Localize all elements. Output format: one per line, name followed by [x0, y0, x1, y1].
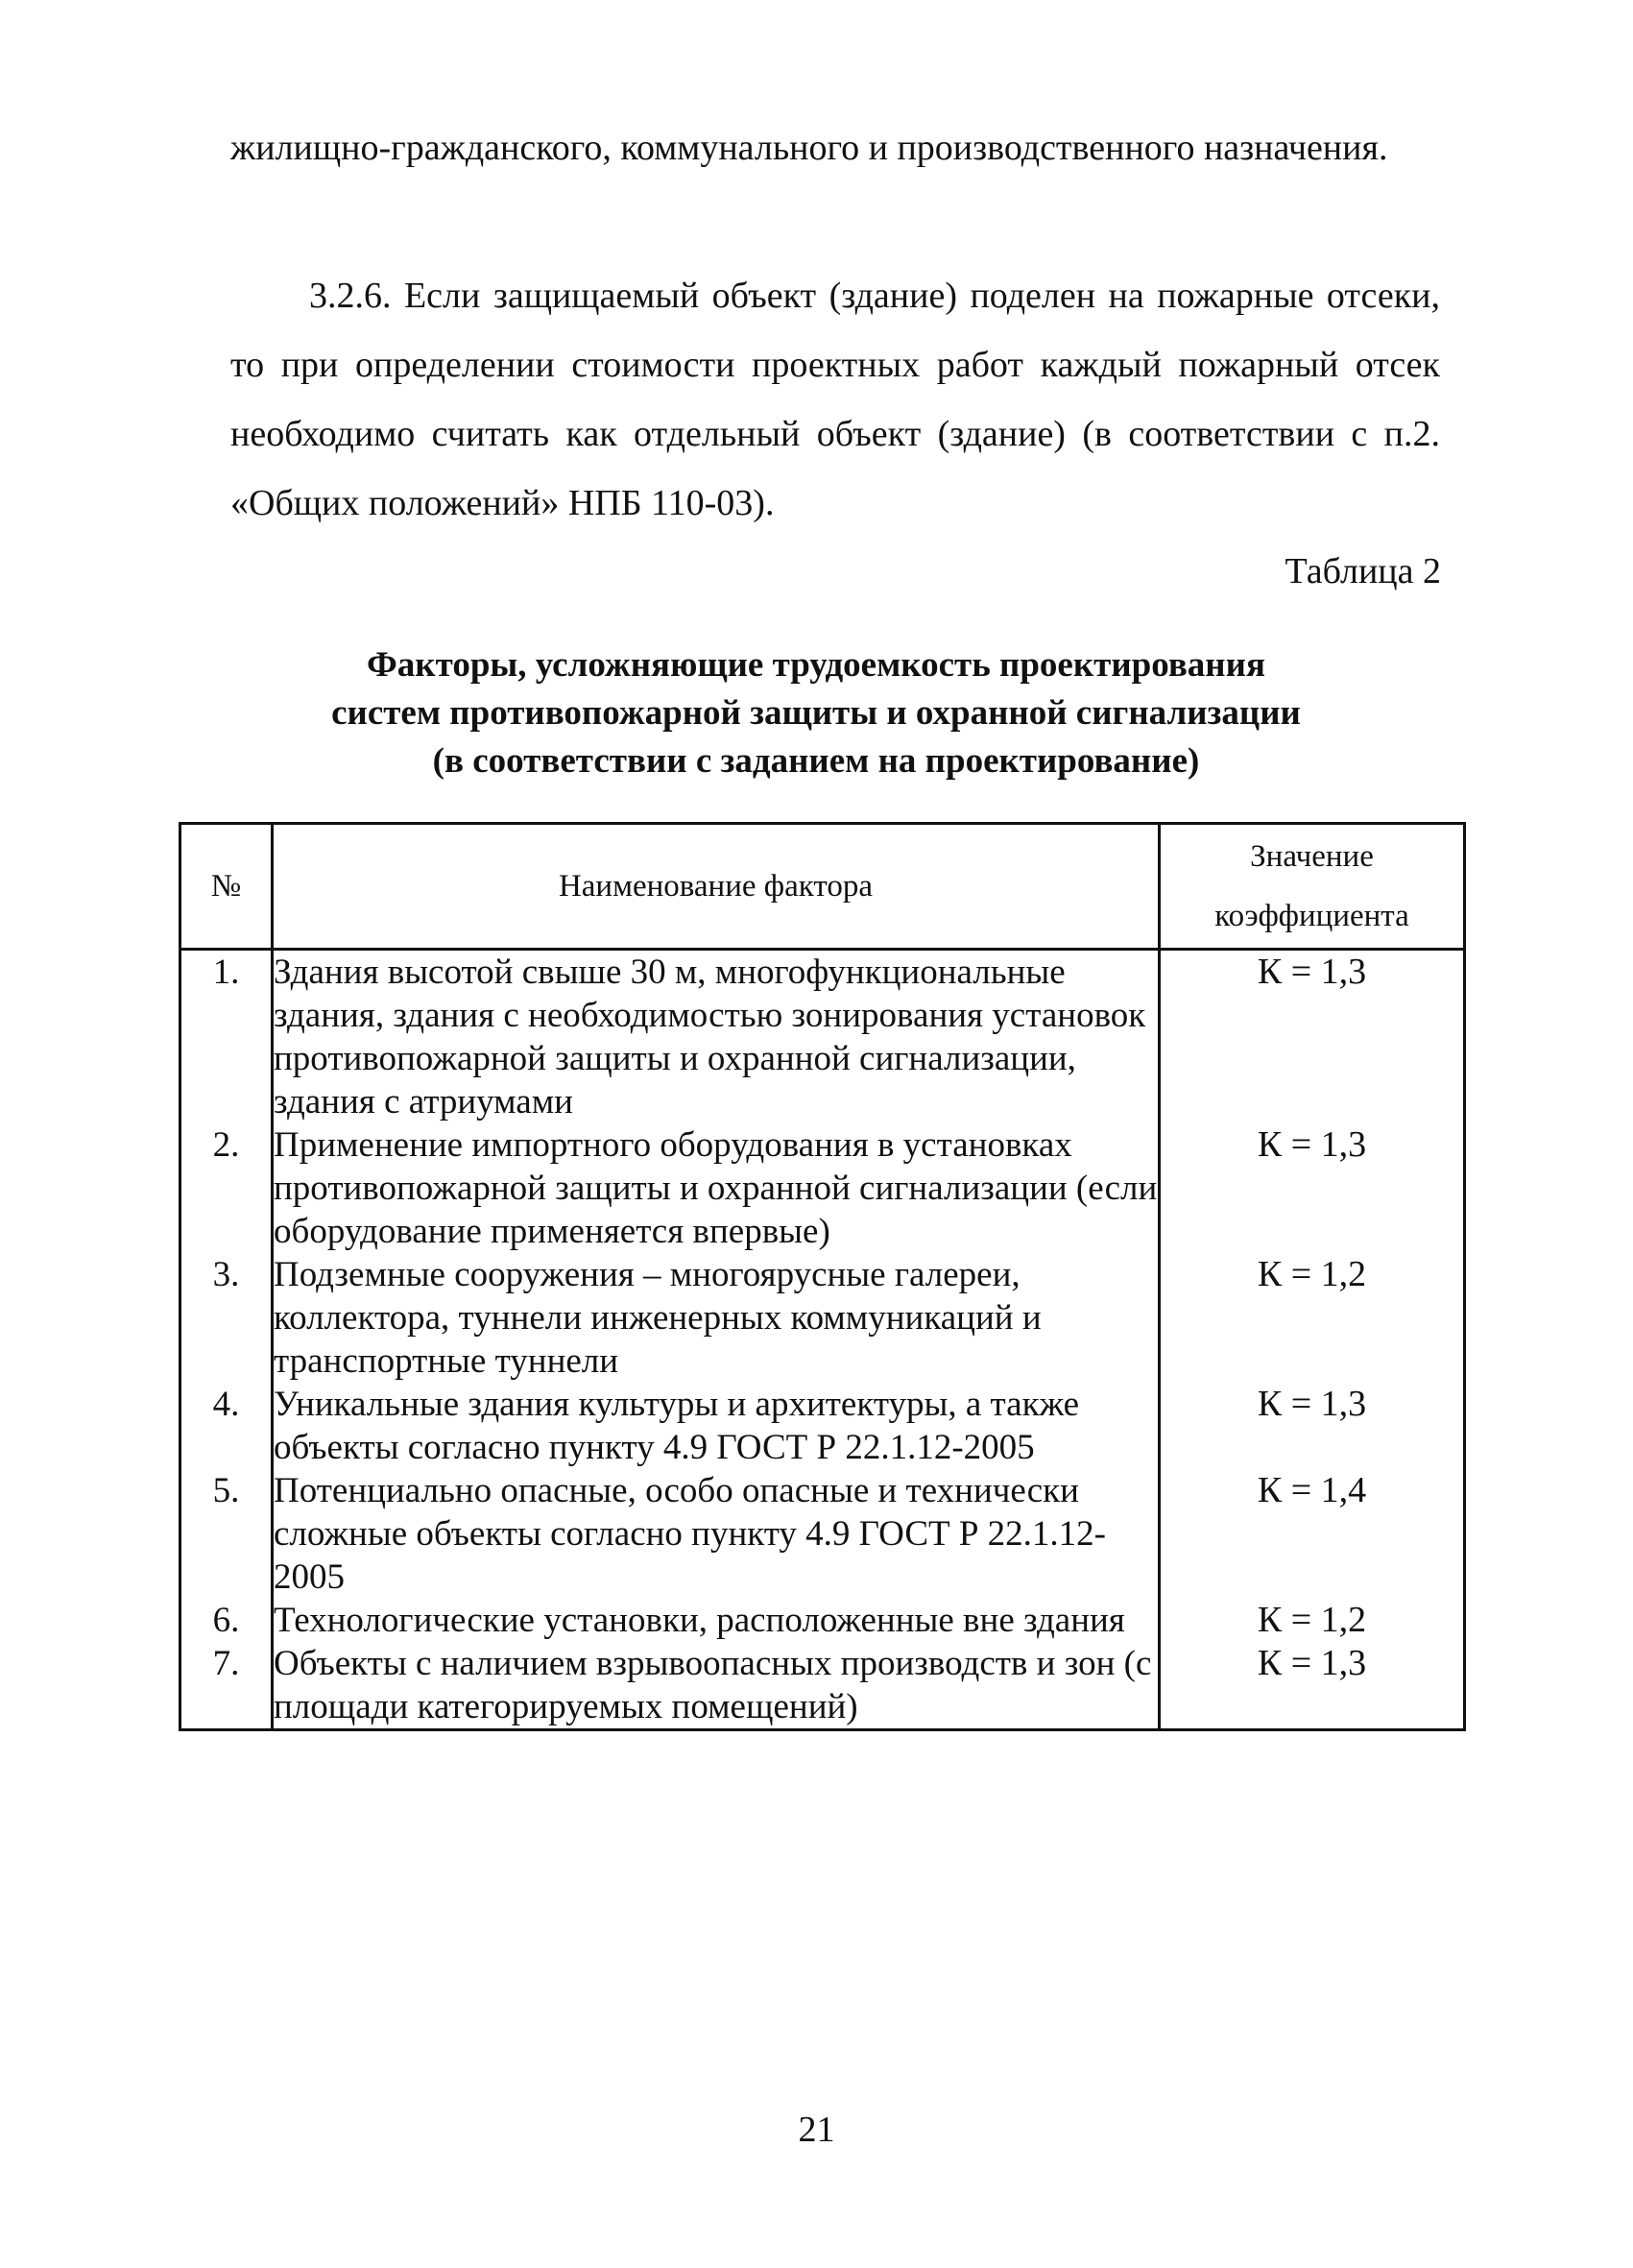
row-coefficient: К = 1,3: [1160, 1642, 1465, 1730]
row-number: 7.: [180, 1642, 273, 1730]
table-row: [180, 1383, 1465, 1469]
table-row: [180, 1469, 1465, 1599]
header-number: №: [180, 824, 273, 950]
row-number: 4.: [180, 1383, 273, 1469]
row-factor-name: Подземные сооружения – многоярусные галереи, коллектора, туннели инженерных коммуникаций и транспортные туннели: [273, 1253, 1160, 1383]
intro-paragraph: жилищно-гражданского, коммунального и производственного назначения.: [230, 128, 1388, 168]
table-row: [180, 1642, 1465, 1730]
row-factor-name: Здания высотой свыше 30 м, многофункциональные здания, здания с необходимостью зонирования установок противопожарной защиты и охранной сигнализации, здания с атриумами: [273, 950, 1160, 1124]
table-row: [180, 1123, 1465, 1253]
row-number: 3.: [180, 1253, 273, 1383]
row-factor-name: Объекты с наличием взрывоопасных производств и зон (с площади категорируемых помещений): [273, 1642, 1160, 1730]
table-title-line: (в соответствии с заданием на проектирование): [432, 741, 1200, 781]
row-number: 5.: [180, 1469, 273, 1599]
row-factor-name: Применение импортного оборудования в установках противопожарной защиты и охранной сигнализации (если оборудование применяется впервые): [273, 1123, 1160, 1253]
table-title-line: Факторы, усложняющие трудоемкость проектирования: [367, 645, 1265, 685]
row-number: 2.: [180, 1123, 273, 1253]
row-coefficient: К = 1,2: [1160, 1599, 1465, 1642]
table-row: [180, 1253, 1465, 1383]
row-coefficient: К = 1,3: [1160, 1383, 1465, 1469]
table-row: [180, 950, 1465, 1124]
page-number: 21: [798, 2110, 835, 2150]
header-value-line: Значение: [1250, 839, 1374, 874]
row-coefficient: К = 1,3: [1160, 950, 1465, 1124]
row-coefficient: К = 1,3: [1160, 1123, 1465, 1253]
row-factor-name: Уникальные здания культуры и архитектуры, а также объекты согласно пункту 4.9 ГОСТ Р 22.1.12-2005: [273, 1383, 1160, 1469]
row-coefficient: К = 1,4: [1160, 1469, 1465, 1599]
header-factor-name: Наименование фактора: [273, 824, 1160, 950]
table-title: [173, 641, 1459, 785]
header-coefficient-value: [1160, 824, 1465, 950]
row-number: 6.: [180, 1599, 273, 1642]
factors-table: [179, 822, 1466, 1731]
table-row: [180, 1599, 1465, 1642]
table-header-row: [180, 824, 1465, 950]
table-caption: Таблица 2: [1285, 551, 1441, 591]
header-value-line: коэффициента: [1214, 899, 1409, 933]
table-title-line: систем противопожарной защиты и охранной сигнализации: [331, 693, 1301, 733]
row-factor-name: Потенциально опасные, особо опасные и технически сложные объекты согласно пункту 4.9 ГОСТ Р 22.1.12-2005: [273, 1469, 1160, 1599]
clause-3-2-6-paragraph: 3.2.6. Если защищаемый объект (здание) поделен на пожарные отсеки, то при определении стоимости проектных работ каждый пожарный отсек необходимо считать как отдельный объект (здание) (в соответствии с п.2. «Общих положений» НПБ 110-03).: [230, 276, 1440, 523]
row-coefficient: К = 1,2: [1160, 1253, 1465, 1383]
row-factor-name: Технологические установки, расположенные вне здания: [273, 1599, 1160, 1642]
row-number: 1.: [180, 950, 273, 1124]
